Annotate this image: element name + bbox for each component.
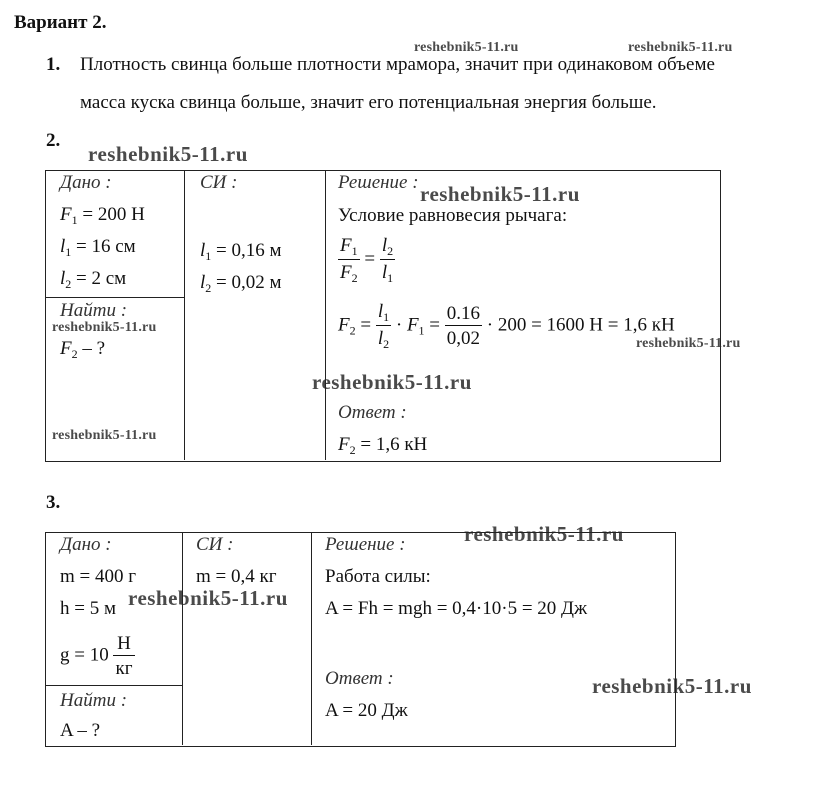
si-label: СИ : [200, 172, 238, 193]
watermark: reshebnik5-11.ru [628, 40, 733, 55]
force-calculation: $F_2$ = $\frac{l_1}{l_2}$ · $F_1$ = $\frac{0.16}{0,02}$ · 200 = 1600 Н = 1,6 кН [338, 301, 675, 351]
given-f1: $F_1 = 200$ Н [60, 204, 145, 227]
problem-1-line-1: Плотность свинца больше плотности мрамора, значит при одинаковом объеме [80, 54, 715, 75]
problem-3-number: 3. [46, 492, 61, 513]
problem-1-line-2: масса куска свинца больше, значит его потенциальная энергия больше. [80, 92, 657, 113]
watermark: reshebnik5-11.ru [464, 522, 624, 546]
table-divider [182, 532, 183, 745]
otvet-label: Ответ : [338, 402, 407, 423]
equilibrium-condition: Условие равновесия рычага: [338, 205, 568, 226]
otvet-label: Ответ : [325, 668, 394, 689]
find-f2: $F_2$ – ? [60, 338, 106, 361]
reshenie-label: Решение : [325, 534, 406, 555]
work-label: Работа силы: [325, 566, 431, 587]
reshenie-label: Решение : [338, 172, 419, 193]
si-l2: $l_2 = 0,02$ м [200, 272, 282, 295]
given-height: h = 5 м [60, 598, 116, 619]
watermark: reshebnik5-11.ru [52, 428, 157, 443]
dano-label: Дано : [60, 534, 112, 555]
work-formula: A = Fh = mgh = 0,4·10·5 = 20 Дж [325, 598, 588, 619]
lever-ratio-formula: $\frac{F_1}{F_2}$ = $\frac{l_2}{l_1}$ [340, 235, 394, 285]
problem-1-number: 1. [46, 54, 61, 75]
page-title: Вариант 2. [14, 12, 107, 33]
watermark: reshebnik5-11.ru [592, 674, 752, 698]
find-work: A – ? [60, 720, 101, 741]
watermark: reshebnik5-11.ru [88, 142, 248, 166]
given-mass: m = 400 г [60, 566, 137, 587]
given-l2: $l_2 = 2$ см [60, 268, 127, 291]
answer-work: A = 20 Дж [325, 700, 408, 721]
watermark: reshebnik5-11.ru [420, 182, 580, 206]
table-divider [45, 297, 184, 298]
given-gravity: g = 10 $\frac{Н}{кг}$ [60, 633, 133, 679]
dano-label: Дано : [60, 172, 112, 193]
watermark: reshebnik5-11.ru [414, 40, 519, 55]
si-label: СИ : [196, 534, 234, 555]
watermark: reshebnik5-11.ru [312, 370, 472, 394]
naiti-label: Найти : [60, 300, 128, 321]
table-divider [325, 170, 326, 460]
si-l1: $l_1 = 0,16$ м [200, 240, 282, 263]
table-divider [184, 170, 185, 460]
table-divider [311, 532, 312, 745]
watermark: reshebnik5-11.ru [636, 336, 741, 351]
table-divider [45, 685, 182, 686]
watermark: reshebnik5-11.ru [52, 320, 157, 335]
naiti-label: Найти : [60, 690, 128, 711]
given-l1: $l_1 = 16$ см [60, 236, 136, 259]
problem-2-number: 2. [46, 130, 61, 151]
answer-f2: $F_2 = 1,6$ кН [338, 434, 428, 457]
watermark: reshebnik5-11.ru [128, 586, 288, 610]
si-mass: m = 0,4 кг [196, 566, 277, 587]
